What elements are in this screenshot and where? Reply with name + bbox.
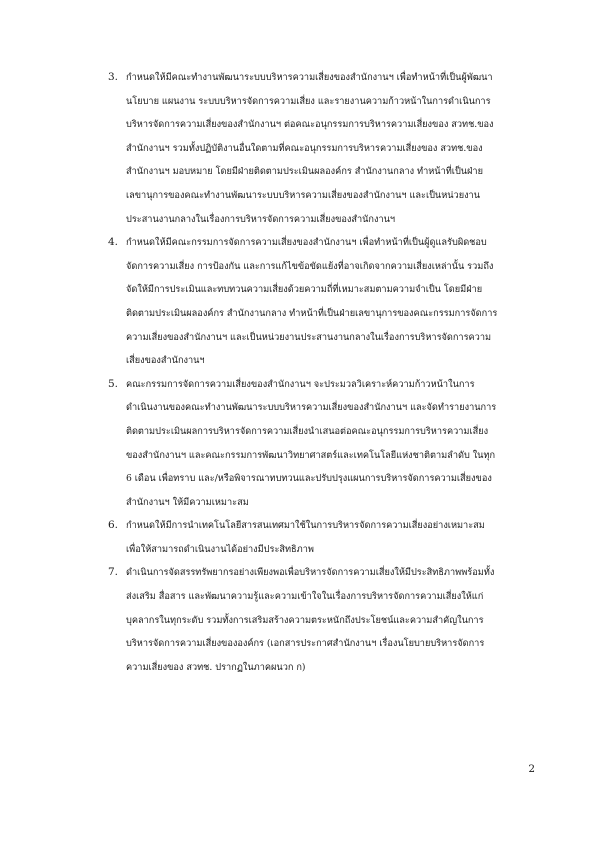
text-line: ความเสี่ยงของสำนักงานฯ และเป็นหน่วยงานประสานงานกลางในเรื่องการบริหารจัดการความ [126, 331, 492, 343]
text-line: กำหนดให้มีคณะทำงานพัฒนาระบบบริหารความเสี่ยงของสำนักงานฯ เพื่อทำหน้าที่เป็นผู้พัฒนา [126, 72, 493, 83]
list-item [108, 231, 548, 373]
text-line: กำหนดให้มีคณะกรรมการจัดการความเสี่ยงของสำนักงานฯ เพื่อทำหน้าที่เป็นผู้ดูแลรับผิดชอบ [126, 237, 487, 249]
text-line: ติดตามประเมินผลการบริหารจัดการความเสี่ยงนำเสนอต่อคณะอนุกรรมการบริหารความเสี่ยง [126, 425, 489, 437]
item-number: 5. [108, 377, 119, 390]
item-number: 7. [108, 566, 119, 579]
text-line: นโยบาย แผนงาน ระบบบริหารจัดการความเสี่ยง และรายงานความก้าวหน้าในการดำเนินการ [126, 95, 491, 107]
list-item [108, 373, 548, 515]
item-number: 3. [108, 71, 119, 83]
text-line: ความเสี่ยงของ สวทช. ปรากฏในภาคผนวก ก) [126, 661, 306, 673]
text-line: บุคลากรในทุกระดับ รวมทั้งการเสริมสร้างความตระหนักถึงประโยชน์และความสำคัญในการ [126, 614, 484, 626]
policy-list [108, 66, 548, 679]
page-number: 2 [528, 763, 535, 775]
text-line: บริหารจัดการความเสี่ยงขององค์กร (เอกสารประกาศสำนักงานฯ เรื่องนโยบายบริหารจัดการ [126, 638, 485, 650]
text-line: 6 เดือน เพื่อทราบ และ/หรือพิจารณาทบทวนและปรับปรุงแผนการบริหารจัดการความเสี่ยงของ [126, 473, 492, 485]
text-line: สำนักงานฯ มอบหมาย โดยมีฝ่ายติดตามประเมินผลองค์กร สำนักงานกลาง ทำหน้าที่เป็นฝ่าย [126, 166, 483, 178]
item-text [126, 66, 548, 231]
text-line: สำนักงานฯ รวมทั้งปฏิบัติงานอื่นใดตามที่คณะอนุกรรมการบริหารความเสี่ยงของ สวทช.ของ [126, 142, 483, 154]
item-text [126, 561, 548, 679]
text-line: ประสานงานกลางในเรื่องการบริหารจัดการความเสี่ยงของสำนักงานฯ [126, 213, 396, 225]
text-line: ส่งเสริม สื่อสาร และพัฒนาความรู้และความเข้าใจในเรื่องการบริหารจัดการความเสี่ยงให้แก่ [126, 591, 484, 603]
text-line: ดำเนินการจัดสรรทรัพยากรอย่างเพียงพอเพื่อบริหารจัดการความเสี่ยงให้มีประสิทธิภาพพร้อมทั้ง [126, 567, 495, 579]
text-line: สำนักงานฯ ให้มีความเหมาะสม [126, 496, 249, 508]
text-line: กำหนดให้มีการนำเทคโนโลยีสารสนเทศมาใช้ในการบริหารจัดการความเสี่ยงอย่างเหมาะสม [126, 520, 485, 532]
text-line: เสี่ยงของสำนักงานฯ [126, 355, 205, 367]
list-item [108, 514, 548, 561]
text-line: ติดตามประเมินผลองค์กร สำนักงานกลาง ทำหน้าที่เป็นฝ่ายเลขานุการของคณะกรรมการจัดการ [126, 307, 498, 319]
item-text [126, 514, 548, 561]
text-line: คณะกรรมการจัดการความเสี่ยงของสำนักงานฯ จะประมวลวิเคราะห์ความก้าวหน้าในการ [126, 378, 475, 390]
text-line: เลขานุการของคณะทำงานพัฒนาระบบบริหารความเสี่ยงของสำนักงานฯ และเป็นหน่วยงาน [126, 189, 481, 201]
text-line: เพื่อให้สามารถดำเนินงานได้อย่างมีประสิทธิภาพ [126, 543, 314, 555]
item-number: 4. [108, 236, 119, 249]
text-line: ของสำนักงานฯ และคณะกรรมการพัฒนาวิทยาศาสตร์และเทคโนโลยีแห่งชาติตามลำดับ ในทุก [126, 449, 496, 461]
list-item [108, 66, 548, 231]
item-text [126, 373, 548, 515]
text-line: บริหารจัดการความเสี่ยงของสำนักงานฯ ต่อคณะอนุกรรมการบริหารความเสี่ยงของ สวทช.ของ [126, 119, 494, 131]
text-line: ดำเนินงานของคณะทำงานพัฒนาระบบบริหารความเสี่ยงของสำนักงานฯ และจัดทำรายงานการ [126, 402, 497, 414]
text-line: จัดการความเสี่ยง การป้องกัน และการแก้ไขข้อขัดแย้งที่อาจเกิดจากความเสี่ยงเหล่านั้น รวมถึง [126, 260, 494, 272]
item-text [126, 231, 548, 373]
text-line: จัดให้มีการประเมินและทบทวนความเสี่ยงด้วยความถี่ที่เหมาะสมตามความจำเป็น โดยมีฝ่าย [126, 284, 483, 296]
item-number: 6. [108, 519, 119, 532]
list-item [108, 561, 548, 679]
